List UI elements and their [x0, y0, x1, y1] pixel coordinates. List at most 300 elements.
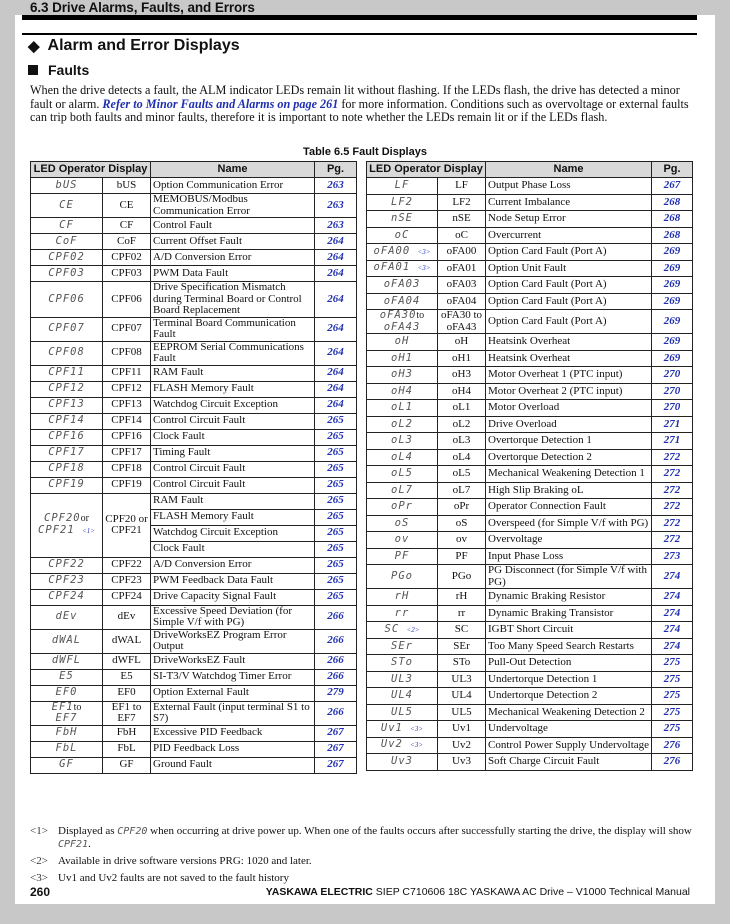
fault-code: oL2	[438, 416, 486, 433]
footnote-ref[interactable]: <3>	[410, 724, 424, 733]
led-display-glyph	[367, 515, 438, 532]
fault-name: High Slip Braking oL	[486, 482, 652, 499]
column-header-led: LED Operator Display	[31, 162, 151, 178]
fault-code: LF2	[438, 194, 486, 211]
led-segment-text: CoF	[55, 234, 78, 247]
table-row	[367, 482, 693, 499]
fault-name: SI-T3/V Watchdog Timer Error	[151, 669, 315, 685]
page-link[interactable]: 263	[315, 194, 357, 218]
page-link[interactable]: 265	[315, 589, 357, 605]
led-segment-text: dWAL	[51, 634, 82, 647]
page-link[interactable]: 265	[315, 461, 357, 477]
fault-code: SEr	[438, 638, 486, 655]
fault-name: Control Circuit Fault	[151, 413, 315, 429]
fault-name: Terminal Board Communication Fault	[151, 317, 315, 341]
page-link[interactable]: 264	[315, 341, 357, 365]
page-link[interactable]: 272	[652, 466, 693, 483]
led-display-glyph	[31, 178, 103, 194]
fault-code: oFA03	[438, 277, 486, 294]
intro-text-1: When the drive detects a fault, the ALM indicator LEDs remain lit without flashing. If the LEDs flash, the drive has detected a minor fault or alarm.	[30, 83, 680, 111]
fault-code: oFA30 to oFA43	[438, 310, 486, 334]
page-link[interactable]: 263	[315, 178, 357, 194]
led-display-glyph	[31, 341, 103, 365]
footnote-ref[interactable]: <3>	[417, 264, 431, 272]
fault-code: CPF22	[103, 557, 151, 573]
heading-alarm-error-displays	[28, 37, 240, 55]
led-segment-text: oL2	[391, 417, 413, 430]
led-display-glyph	[31, 629, 103, 653]
led-segment-text: oL3	[391, 434, 413, 446]
column-header-led: LED Operator Display	[367, 162, 486, 178]
page-link[interactable]: 269	[652, 244, 693, 261]
intro-paragraph	[30, 84, 705, 125]
page-link[interactable]: 265	[315, 573, 357, 589]
square-bullet-icon	[28, 65, 38, 75]
fault-name: Watchdog Circuit Exception	[151, 397, 315, 413]
fault-name: RAM Fault	[151, 493, 315, 509]
led-segment-text: SC	[384, 622, 400, 635]
heading1-text: Alarm and Error Displays	[47, 37, 240, 54]
led-segment-text: FbL	[55, 742, 78, 755]
led-segment-text: Uv3	[391, 755, 413, 767]
range-to-label: to	[416, 310, 425, 321]
fault-code: rH	[438, 589, 486, 606]
fault-code: LF	[438, 178, 486, 195]
led-display-glyph	[367, 367, 438, 384]
page-link[interactable]: 272	[652, 449, 693, 466]
table-row	[31, 605, 357, 629]
fault-name: Motor Overheat 1 (PTC input)	[486, 367, 652, 384]
led-display-glyph	[367, 433, 438, 450]
led-segment-text: CF	[59, 218, 74, 231]
fault-code: UL5	[438, 704, 486, 721]
led-display-glyph	[31, 429, 103, 445]
fault-code: CPF23	[103, 573, 151, 589]
page-link[interactable]: 267	[652, 178, 693, 195]
fault-name: Operator Connection Fault	[486, 499, 652, 516]
fault-code: ov	[438, 532, 486, 549]
fault-name: Output Phase Loss	[486, 178, 652, 195]
fault-name: Overvoltage	[486, 532, 652, 549]
fault-code: EF1 to EF7	[103, 701, 151, 725]
led-display-glyph	[367, 605, 438, 622]
fault-name: Option Card Fault (Port A)	[486, 277, 652, 294]
page-link[interactable]: 275	[652, 671, 693, 688]
fault-name: PWM Feedback Data Fault	[151, 573, 315, 589]
page-link[interactable]: 263	[315, 218, 357, 234]
led-display-glyph	[31, 653, 103, 669]
table-row	[367, 350, 693, 367]
led-display-inline: CPF21	[58, 839, 89, 850]
page-link[interactable]: 266	[315, 629, 357, 653]
page-link[interactable]: 269	[652, 310, 693, 334]
table-row	[31, 685, 357, 701]
page-link[interactable]: 265	[315, 557, 357, 573]
led-display-glyph	[31, 445, 103, 461]
page-link[interactable]: 264	[315, 365, 357, 381]
heading-faults	[28, 62, 89, 78]
table-row	[31, 461, 357, 477]
led-display-glyph	[367, 589, 438, 606]
fault-code: CPF07	[103, 317, 151, 341]
table-row	[31, 365, 357, 381]
led-display-glyph	[31, 605, 103, 629]
led-segment-text: EF1	[51, 701, 74, 713]
table-row	[367, 211, 693, 228]
fault-name: Option Unit Fault	[486, 260, 652, 277]
fault-name: Excessive PID Feedback	[151, 725, 315, 741]
page-link[interactable]: 264	[315, 282, 357, 318]
page-link[interactable]: 271	[652, 433, 693, 450]
column-header-pg: Pg.	[652, 162, 693, 178]
page-link[interactable]: 276	[652, 737, 693, 754]
led-display-glyph	[31, 477, 103, 493]
led-display-glyph	[31, 365, 103, 381]
fault-code: oL5	[438, 466, 486, 483]
led-display-glyph	[367, 655, 438, 672]
led-segment-text: PF	[394, 549, 410, 562]
page-link[interactable]: 273	[652, 548, 693, 565]
table-row	[31, 493, 357, 509]
page-link[interactable]: 274	[652, 605, 693, 622]
fault-code: dWAL	[103, 629, 151, 653]
led-segment-text: oFA00	[373, 244, 411, 257]
table-row	[367, 433, 693, 450]
led-segment-text: EF7	[55, 712, 78, 724]
led-segment-text: Uv2	[380, 738, 403, 750]
footnote-2	[30, 855, 710, 868]
led-display-glyph	[367, 638, 438, 655]
page-link[interactable]: 274	[652, 589, 693, 606]
page-link[interactable]: 267	[315, 757, 357, 773]
fault-name: Overtorque Detection 1	[486, 433, 652, 450]
led-segment-text: LF2	[391, 195, 413, 208]
led-display-glyph	[367, 548, 438, 565]
led-segment-text: oH	[394, 335, 410, 347]
fault-name: Option Card Fault (Port A)	[486, 244, 652, 261]
page-link[interactable]: 265	[315, 413, 357, 429]
fault-name: Soft Charge Circuit Fault	[486, 754, 652, 771]
led-segment-text: Uv1	[380, 721, 403, 734]
footnotes	[30, 825, 710, 889]
led-display-glyph	[367, 737, 438, 754]
led-display-glyph	[367, 350, 438, 367]
fault-name: Pull-Out Detection	[486, 655, 652, 672]
fault-name: Mechanical Weakening Detection 2	[486, 704, 652, 721]
page-link[interactable]: 266	[315, 669, 357, 685]
page-link[interactable]: 270	[652, 367, 693, 384]
fault-name: Heatsink Overheat	[486, 334, 652, 351]
table-row	[31, 266, 357, 282]
led-segment-text: CPF11	[48, 366, 85, 379]
column-header-pg: Pg.	[315, 162, 357, 178]
minor-faults-link[interactable]: Refer to Minor Faults and Alarms on page 261	[102, 96, 339, 111]
page-link[interactable]: 269	[652, 293, 693, 310]
led-display-glyph	[367, 449, 438, 466]
fault-name: Clock Fault	[151, 541, 315, 557]
fault-name: Timing Fault	[151, 445, 315, 461]
led-display-glyph	[367, 194, 438, 211]
led-segment-text: CPF07	[48, 322, 85, 335]
led-segment-text: dEv	[55, 610, 78, 623]
table-row	[367, 383, 693, 400]
table-row	[31, 557, 357, 573]
page-link[interactable]: 264	[315, 317, 357, 341]
table-caption: Table 6.5 Fault Displays	[303, 146, 427, 158]
table-row	[31, 725, 357, 741]
page-link[interactable]: 269	[652, 334, 693, 351]
fault-name: RAM Fault	[151, 365, 315, 381]
page-link[interactable]: 268	[652, 227, 693, 244]
table-row	[367, 655, 693, 672]
table-row	[367, 721, 693, 738]
fault-code: oFA01	[438, 260, 486, 277]
fault-code: UL4	[438, 688, 486, 705]
fault-name: Heatsink Overheat	[486, 350, 652, 367]
table-row	[367, 704, 693, 721]
table-row	[31, 741, 357, 757]
fault-code: oS	[438, 515, 486, 532]
fault-code: E5	[103, 669, 151, 685]
page-link[interactable]: 272	[652, 515, 693, 532]
led-display-glyph	[367, 334, 438, 351]
footnote-ref[interactable]: <3>	[417, 247, 431, 256]
led-display-glyph	[31, 461, 103, 477]
page-number: 260	[30, 885, 51, 899]
footnote-ref[interactable]: <3>	[410, 741, 424, 749]
page-link[interactable]: 265	[315, 445, 357, 461]
fault-code: Uv2	[438, 737, 486, 754]
table-row	[367, 400, 693, 417]
fault-name: Option External Fault	[151, 685, 315, 701]
table-row	[31, 477, 357, 493]
table-row	[367, 449, 693, 466]
fault-code: Uv3	[438, 754, 486, 771]
page-link[interactable]: 265	[315, 429, 357, 445]
led-segment-text: CE	[59, 198, 74, 211]
table-row	[367, 671, 693, 688]
table-row	[31, 317, 357, 341]
fault-code: bUS	[103, 178, 151, 194]
page-link[interactable]: 275	[652, 688, 693, 705]
page-link[interactable]: 267	[315, 725, 357, 741]
footer-doc-title	[266, 886, 690, 898]
page-link[interactable]: 264	[315, 266, 357, 282]
footer-brand: YASKAWA ELECTRIC	[265, 886, 373, 898]
fault-name: Control Circuit Fault	[151, 477, 315, 493]
fault-code: rr	[438, 605, 486, 622]
page-link[interactable]: 265	[315, 525, 357, 541]
page-link[interactable]: 274	[652, 622, 693, 639]
fault-name: Watchdog Circuit Exception	[151, 525, 315, 541]
led-segment-text: oL5	[391, 467, 413, 479]
page-link[interactable]: 268	[652, 211, 693, 228]
fault-code: oFA00	[438, 244, 486, 261]
page-link[interactable]: 270	[652, 383, 693, 400]
table-row	[31, 429, 357, 445]
table-row	[367, 310, 693, 334]
led-display-glyph	[367, 277, 438, 294]
led-display-glyph	[31, 234, 103, 250]
page-link[interactable]: 264	[315, 397, 357, 413]
table-row	[367, 466, 693, 483]
led-display-glyph	[31, 557, 103, 573]
led-display-glyph	[31, 685, 103, 701]
fault-code: EF0	[103, 685, 151, 701]
table-row	[367, 565, 693, 589]
page-link[interactable]: 266	[315, 653, 357, 669]
page-link[interactable]: 266	[315, 701, 357, 725]
page-link[interactable]: 266	[315, 605, 357, 629]
table-row	[367, 622, 693, 639]
intro-text-2: for more information. Conditions such as overvoltage or external faults can trip both faults and minor faults, therefore it is important to note whether the LEDs remain lit or if the LEDs flash.	[30, 96, 689, 124]
led-display-glyph	[367, 244, 438, 261]
fault-code: CPF19	[103, 477, 151, 493]
fault-name: DriveWorksEZ Program Error Output	[151, 629, 315, 653]
led-segment-text: LF	[394, 179, 410, 191]
page-link[interactable]: 274	[652, 565, 693, 589]
fault-name: PWM Data Fault	[151, 266, 315, 282]
table-row	[367, 638, 693, 655]
fault-code: CE	[103, 194, 151, 218]
header-rule-thick	[22, 15, 697, 20]
table-row	[367, 244, 693, 261]
led-display-glyph	[31, 381, 103, 397]
page-link[interactable]: 271	[652, 416, 693, 433]
fault-name: Motor Overload	[486, 400, 652, 417]
page-link[interactable]: 270	[652, 400, 693, 417]
table-row	[367, 178, 693, 195]
led-segment-text: CPF20	[44, 512, 81, 524]
page-link[interactable]: 274	[652, 638, 693, 655]
fault-code: CPF06	[103, 282, 151, 318]
page-link[interactable]: 267	[315, 741, 357, 757]
led-segment-text: STo	[391, 656, 413, 668]
page-link[interactable]: 272	[652, 499, 693, 516]
led-display-glyph	[31, 194, 103, 218]
fault-code: CPF13	[103, 397, 151, 413]
page-link[interactable]: 265	[315, 541, 357, 557]
fault-name: Option Card Fault (Port A)	[486, 293, 652, 310]
page-link[interactable]: 269	[652, 260, 693, 277]
fault-name: Option Communication Error	[151, 178, 315, 194]
column-header-name: Name	[151, 162, 315, 178]
table-row	[31, 282, 357, 318]
table-row	[31, 669, 357, 685]
led-segment-text: CPF02	[48, 250, 85, 263]
page-link[interactable]: 276	[652, 754, 693, 771]
led-segment-text: nSE	[391, 212, 413, 224]
fault-code: dEv	[103, 605, 151, 629]
fault-table-left	[30, 161, 357, 774]
fault-code: oL7	[438, 482, 486, 499]
led-display-glyph	[31, 413, 103, 429]
fault-name: Dynamic Braking Resistor	[486, 589, 652, 606]
led-segment-text: ov	[394, 533, 410, 545]
page-link[interactable]: 275	[652, 655, 693, 672]
page-link[interactable]: 265	[315, 493, 357, 509]
fault-name: Control Fault	[151, 218, 315, 234]
fault-name: IGBT Short Circuit	[486, 622, 652, 639]
page-link[interactable]: 272	[652, 532, 693, 549]
led-segment-text: CPF13	[48, 398, 85, 411]
led-segment-text: bUS	[55, 178, 78, 191]
footnote-ref[interactable]: <1>	[81, 526, 95, 535]
fault-name: FLASH Memory Fault	[151, 509, 315, 525]
page-link[interactable]: 275	[652, 704, 693, 721]
fault-name: MEMOBUS/Modbus Communication Error	[151, 194, 315, 218]
table-row	[31, 397, 357, 413]
led-display-glyph	[31, 589, 103, 605]
fault-code: CPF17	[103, 445, 151, 461]
table-row	[31, 194, 357, 218]
page-link[interactable]: 275	[652, 721, 693, 738]
footnote-mark: <1>	[30, 825, 48, 837]
table-row	[367, 589, 693, 606]
page-link[interactable]: 272	[652, 482, 693, 499]
led-segment-text: oFA01	[373, 261, 411, 273]
led-display-glyph	[31, 266, 103, 282]
footnote-ref[interactable]: <2>	[406, 625, 420, 634]
led-segment-text: CPF14	[48, 414, 85, 427]
fault-name: EEPROM Serial Communications Fault	[151, 341, 315, 365]
fault-name: Option Card Fault (Port A)	[486, 310, 652, 334]
footnote-text: Displayed as CPF20 when occurring at drive power up. When one of the faults occurs after successfully starting the drive, the display will show CPF21.	[58, 825, 692, 850]
fault-name: Current Offset Fault	[151, 234, 315, 250]
fault-name: Node Setup Error	[486, 211, 652, 228]
led-segment-text: oFA43	[383, 320, 421, 333]
fault-code: GF	[103, 757, 151, 773]
table-row	[367, 688, 693, 705]
fault-name: Undervoltage	[486, 721, 652, 738]
page-link[interactable]: 265	[315, 509, 357, 525]
led-segment-text: oC	[394, 228, 410, 241]
fault-code: CPF18	[103, 461, 151, 477]
page-link[interactable]: 264	[315, 234, 357, 250]
page-link[interactable]: 269	[652, 350, 693, 367]
led-display-glyph	[367, 211, 438, 228]
led-segment-text: SEr	[391, 639, 413, 652]
page-link[interactable]: 265	[315, 477, 357, 493]
led-display-glyph	[367, 565, 438, 589]
page-link[interactable]: 269	[652, 277, 693, 294]
fault-code: CPF14	[103, 413, 151, 429]
page-link[interactable]: 264	[315, 250, 357, 266]
led-display-glyph	[367, 671, 438, 688]
fault-code: CPF02	[103, 250, 151, 266]
page-link[interactable]: 264	[315, 381, 357, 397]
led-display-glyph	[367, 688, 438, 705]
page-link[interactable]: 268	[652, 194, 693, 211]
fault-name: Dynamic Braking Transistor	[486, 605, 652, 622]
fault-table-right	[366, 161, 693, 771]
led-display-glyph	[31, 397, 103, 413]
fault-name: Input Phase Loss	[486, 548, 652, 565]
led-segment-text: oFA30	[379, 309, 417, 321]
led-display-glyph	[367, 260, 438, 277]
fault-name: Overtorque Detection 2	[486, 449, 652, 466]
page-link[interactable]: 279	[315, 685, 357, 701]
fault-code: CPF03	[103, 266, 151, 282]
led-segment-text: CPF22	[48, 558, 85, 571]
table-row	[31, 629, 357, 653]
led-display-glyph	[367, 754, 438, 771]
led-display-glyph	[31, 317, 103, 341]
table-row	[31, 589, 357, 605]
led-display-glyph	[367, 499, 438, 516]
footnote-text: Uv1 and Uv2 faults are not saved to the fault history	[58, 872, 289, 884]
led-segment-text: UL3	[391, 672, 413, 685]
